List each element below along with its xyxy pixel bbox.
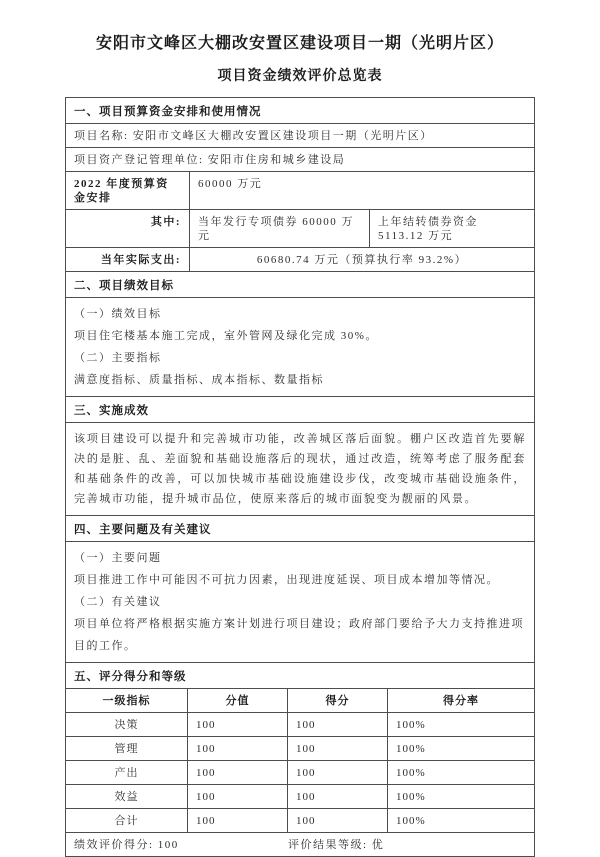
indicator-score: 100 <box>288 713 388 736</box>
document-subtitle: 项目资金绩效评价总览表 <box>217 67 383 83</box>
col-header-score: 得分 <box>288 689 388 712</box>
indicator-name: 管理 <box>66 737 188 760</box>
register-unit: 项目资产登记管理单位: 安阳市住房和城乡建设局 <box>74 154 346 166</box>
section2-body-row <box>66 298 534 397</box>
section2-header: 二、项目绩效目标 <box>74 280 174 292</box>
including-bond: 当年发行专项债券 60000 万元 <box>190 210 370 247</box>
actual-expense-row <box>66 248 534 272</box>
problems-suggestions-block <box>66 542 534 662</box>
section5-header-row <box>66 663 534 689</box>
indicator-score: 100 <box>288 809 388 832</box>
indicators-text: 满意度指标、质量指标、成本指标、数量指标 <box>74 374 324 386</box>
goal-text: 项目住宅楼基本施工完成，室外管网及绿化完成 30%。 <box>74 330 378 342</box>
indicators-subheading: （二）主要指标 <box>74 352 162 364</box>
indicator-name: 产出 <box>66 761 188 784</box>
indicator-name: 效益 <box>66 785 188 808</box>
suggestions-text: 项目单位将严格根据实施方案计划进行项目建设；政府部门要给予大力支持推进项目的工作。 <box>74 618 524 652</box>
indicator-name: 决策 <box>66 713 188 736</box>
section1-header: 一、项目预算资金安排和使用情况 <box>74 106 262 118</box>
budget-row <box>66 172 534 210</box>
indicator-rate: 100% <box>396 767 426 779</box>
problems-subheading: （一）主要问题 <box>74 552 162 564</box>
score-table-header-row <box>66 689 534 713</box>
score-row-total <box>66 809 534 833</box>
actual-expense-label: 当年实际支出: <box>66 248 190 271</box>
register-unit-row <box>66 148 534 172</box>
section4-header: 四、主要问题及有关建议 <box>74 524 212 536</box>
indicator-value: 100 <box>188 713 288 736</box>
indicator-score: 100 <box>288 761 388 784</box>
indicator-value: 100 <box>188 761 288 784</box>
indicator-score: 100 <box>288 737 388 760</box>
col-header-rate: 得分率 <box>443 695 479 707</box>
including-row <box>66 210 534 248</box>
section3-header: 三、实施成效 <box>74 405 149 417</box>
including-label: 其中: <box>66 210 190 247</box>
budget-value: 60000 万元 <box>198 178 263 190</box>
suggestions-subheading: （二）有关建议 <box>74 596 162 608</box>
section3-body-row <box>66 423 534 516</box>
section4-header-row <box>66 516 534 542</box>
project-name: 项目名称: 安阳市文峰区大棚改安置区建设项目一期（光明片区） <box>74 130 433 142</box>
document-title: 安阳市文峰区大棚改安置区建设项目一期（光明片区） <box>95 35 504 52</box>
section3-header-row <box>66 397 534 423</box>
summary-table <box>65 97 535 857</box>
evaluation-grade: 评价结果等级: 优 <box>288 839 385 851</box>
indicator-value: 100 <box>188 809 288 832</box>
evaluation-result-row <box>66 833 534 856</box>
section2-header-row <box>66 272 534 298</box>
section4-body-row <box>66 542 534 663</box>
problems-text: 项目推进工作中可能因不可抗力因素，出现进度延误、项目成本增加等情况。 <box>74 574 499 586</box>
budget-label: 2022 年度预算资金安排 <box>66 172 190 209</box>
implementation-effect-paragraph: 该项目建设可以提升和完善城市功能，改善城区落后面貌。棚户区改造首先要解决的是脏、乱、差面貌和基础设施落后的现状，通过改造，统筹考虑了服务配套和基础条件的改善，可以加快城市基础设施建设步伐，改变城市基础设施条件，完善城市功能，提升城市品位，使原来落后的城市面貌变为靓丽的风景。 <box>74 433 526 505</box>
section1-header-row <box>66 98 534 124</box>
col-header-value: 分值 <box>188 689 288 712</box>
indicator-rate: 100% <box>396 719 426 731</box>
indicator-value: 100 <box>188 737 288 760</box>
indicator-name: 合计 <box>66 809 188 832</box>
indicator-rate: 100% <box>396 743 426 755</box>
indicator-rate: 100% <box>396 815 426 827</box>
score-row-management <box>66 737 534 761</box>
indicator-value: 100 <box>188 785 288 808</box>
col-header-indicator: 一级指标 <box>66 689 188 712</box>
actual-expense-value: 60680.74 万元（预算执行率 93.2%） <box>256 254 468 266</box>
indicator-score: 100 <box>288 785 388 808</box>
indicator-rate: 100% <box>396 791 426 803</box>
performance-goals-block <box>66 298 534 396</box>
project-name-row <box>66 124 534 148</box>
goal-subheading: （一）绩效目标 <box>74 308 162 320</box>
section5-header: 五、评分得分和等级 <box>74 671 187 683</box>
score-row-decision <box>66 713 534 737</box>
evaluation-score: 绩效评价得分: 100 <box>74 839 179 851</box>
score-row-output <box>66 761 534 785</box>
score-row-benefit <box>66 785 534 809</box>
including-carryover: 上年结转债券资金 5113.12 万元 <box>378 216 478 242</box>
